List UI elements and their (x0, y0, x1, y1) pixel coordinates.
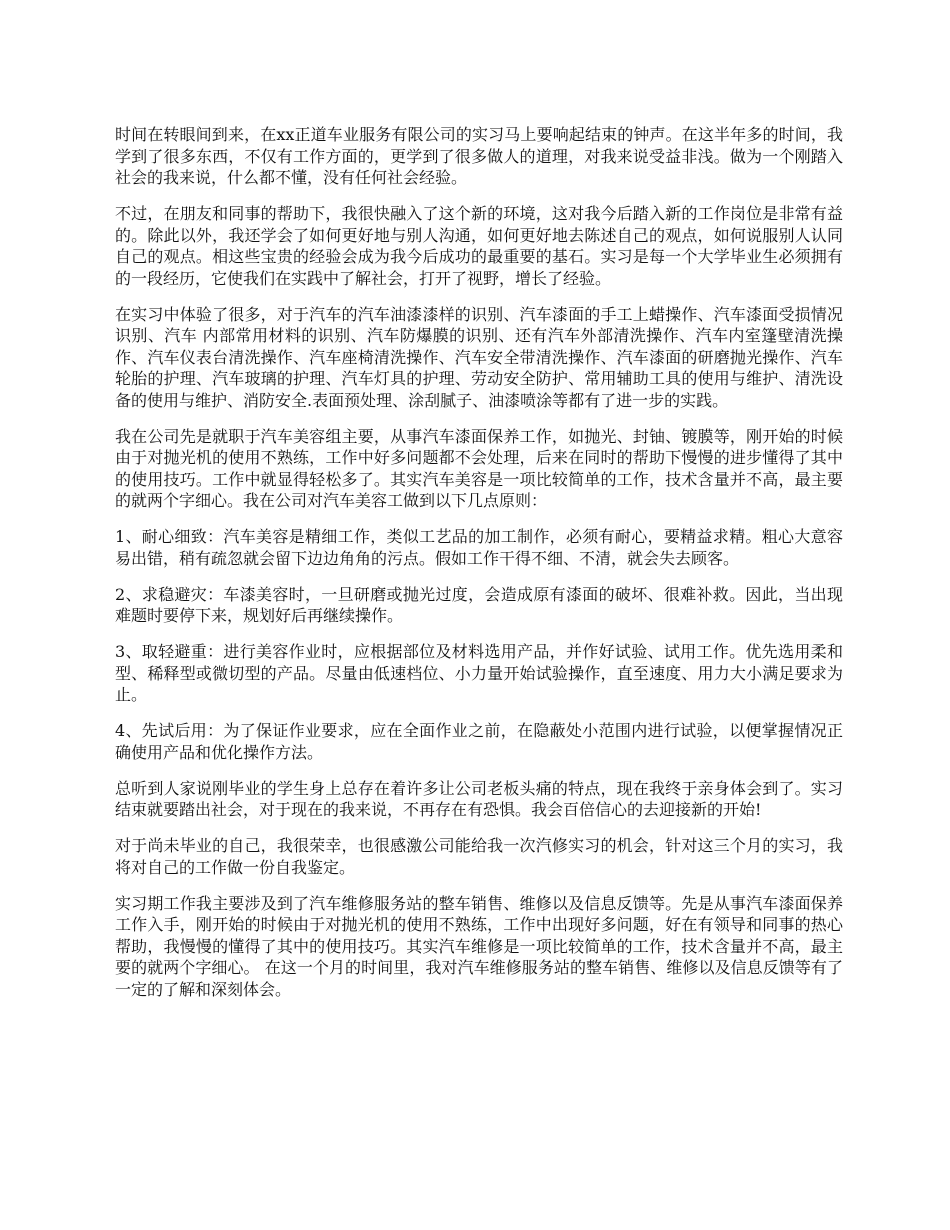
paragraph-1: 时间在转眼间到来，在xx正道车业服务有限公司的实习马上要响起结束的钟声。在这半年多的时间，我学到了很多东西，不仅有工作方面的，更学到了很多做人的道理，对我来说受益非浅。做为一个刚踏入社会的我来说，什么都不懂，没有任何社会经验。 (115, 125, 843, 187)
paragraph-10: 对于尚未毕业的自己，我很荣幸，也很感激公司能给我一次汽修实习的机会，针对这三个月的实习，我将对自己的工作做一份自我鉴定。 (115, 836, 843, 877)
paragraph-11: 实习期工作我主要涉及到了汽车维修服务站的整车销售、维修以及信息反馈等。先是从事汽车漆面保养工作入手，刚开始的时候由于对抛光机的使用不熟练，工作中出现好多问题，好在有领导和同事的热心帮助，我慢慢的懂得了其中的使用技巧。其实汽车维修是一项比较简单的工作，技术含量并不高，最主要的就两个字细心。 在这一个月的时间里，我对汽车维修服务站的整车销售、维修以及信息反馈等有了一定的了解和深刻体会。 (115, 893, 843, 999)
paragraph-2: 不过，在朋友和同事的帮助下，我很快融入了这个新的环境，这对我今后踏入新的工作岗位是非常有益的。除此以外，我还学会了如何更好地与别人沟通，如何更好地去陈述自己的观点，如何说服别人认同自己的观点。相这些宝贵的经验会成为我今后成功的最重要的基石。实习是每一个大学毕业生必须拥有的一段经历，它使我们在实践中了解社会，打开了视野，增长了经验。 (115, 204, 843, 288)
document-body (115, 124, 843, 1015)
paragraph-6: 2、求稳避灾：车漆美容时，一旦研磨或抛光过度，会造成原有漆面的破坏、很难补救。因此，当出现难题时要停下来，规划好后再继续操作。 (115, 584, 843, 625)
paragraph-4: 我在公司先是就职于汽车美容组主要，从事汽车漆面保养工作，如抛光、封铀、镀膜等，刚开始的时候由于对抛光机的使用不熟练，工作中好多问题都不会处理，后来在同时的帮助下慢慢的进步懂得了其中的使用技巧。工作中就显得轻松多了。其实汽车美容是一项比较简单的工作，技术含量并不高，最主要的就两个字细心。我在公司对汽车美容工做到以下几点原则： (115, 426, 843, 510)
paragraph-5: 1、耐心细致：汽车美容是精细工作，类似工艺品的加工制作，必须有耐心，要精益求精。粗心大意容易出错，稍有疏忽就会留下边边角角的污点。假如工作干得不细、不清，就会失去顾客。 (115, 527, 843, 568)
paragraph-3: 在实习中体验了很多，对于汽车的汽车油漆漆样的识别、汽车漆面的手工上蜡操作、汽车漆面受损情况识别、汽车 内部常用材料的识别、汽车防爆膜的识别、还有汽车外部清洗操作、汽车内室篷壁清洗操作、汽车仪表台清洗操作、汽车座椅清洗操作、汽车安全带清洗操作、汽车漆面的研磨抛光操作、汽车轮胎的护理、汽车玻璃的护理、汽车灯具的护理、劳动安全防护、常用辅助工具的使用与维护、清洗设备的使用与维护、消防安全.表面预处理、涂刮腻子、油漆喷涂等都有了进一步的实践。 (115, 304, 843, 410)
paragraph-7: 3、取轻避重：进行美容作业时，应根据部位及材料选用产品，并作好试验、试用工作。优先选用柔和型、稀释型或微切型的产品。尽量由低速档位、小力量开始试验操作，直至速度、用力大小满足要求为止。 (115, 642, 843, 704)
paragraph-8: 4、先试后用：为了保证作业要求，应在全面作业之前，在隐蔽处小范围内进行试验，以便掌握情况正确使用产品和优化操作方法。 (115, 721, 843, 762)
paragraph-9: 总听到人家说刚毕业的学生身上总存在着许多让公司老板头痛的特点，现在我终于亲身体会到了。实习结束就要踏出社会，对于现在的我来说，不再存在有恐惧。我会百倍信心的去迎接新的开始! (115, 778, 843, 819)
